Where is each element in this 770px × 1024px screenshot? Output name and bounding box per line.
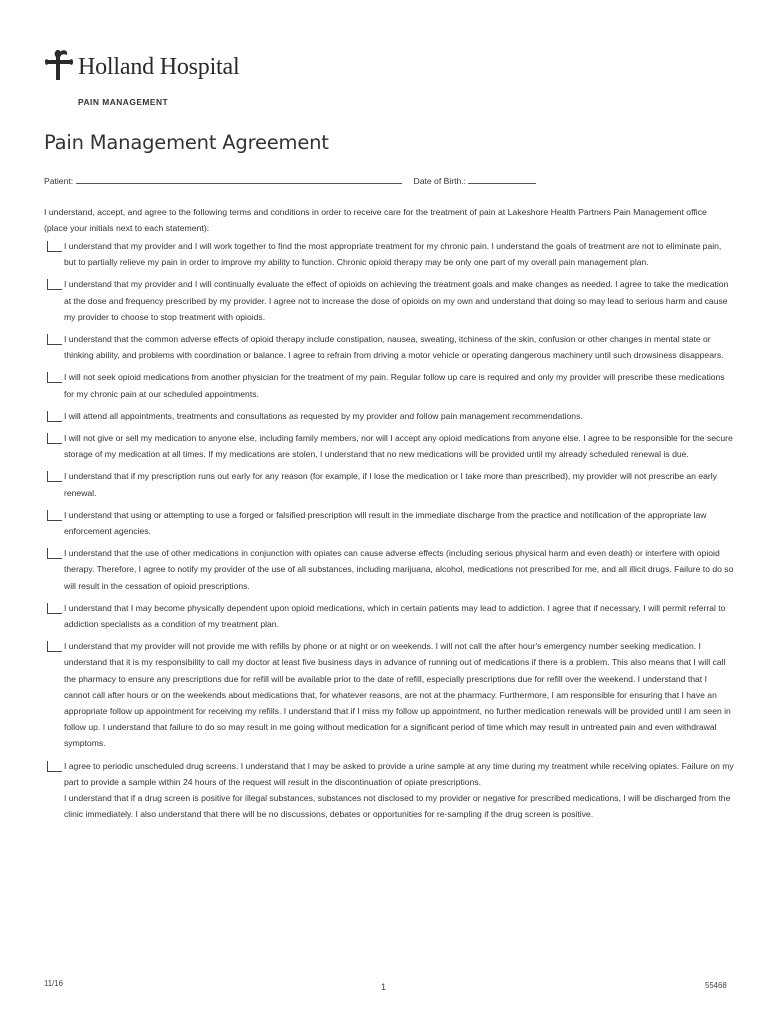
agreement-item — [44, 369, 734, 401]
agreement-text — [64, 276, 734, 325]
hospital-name: Holland Hospital — [78, 54, 240, 80]
patient-name-field[interactable] — [76, 174, 402, 184]
intro-paragraph: I understand, accept, and agree to the following terms and conditions in order to receive care for the treatment of pain at Lakeshore Health Partners Pain Management office (place your initials next to each statement): — [44, 207, 707, 233]
revision-date: 11/16 — [44, 979, 63, 988]
initials-field[interactable] — [47, 471, 62, 482]
agreement-text — [64, 430, 734, 462]
agreement-paragraph: I will attend all appointments, treatments and consultations as requested by my provider and follow pain management recommendations. — [64, 410, 583, 421]
patient-label: Patient: — [44, 176, 74, 186]
agreement-paragraph: I agree to periodic unscheduled drug screens. I understand that I may be asked to provide a urine sample at any time during my treatment while receiving opiates. Failure on my part to provide a sample within 24 hours of the request will result in the discontinuation of opiate prescriptions. — [64, 760, 734, 787]
initials-field[interactable] — [47, 761, 62, 772]
agreement-item — [44, 408, 734, 424]
agreement-item — [44, 758, 734, 823]
agreement-item — [44, 331, 734, 363]
agreement-paragraph: I understand that I may become physically dependent upon opioid medications, which in certain patients may lead to addiction. I agree that if necessary, I will permit referral to addiction specialists as a condition of my treatment plan. — [64, 602, 726, 630]
agreement-item — [44, 600, 734, 632]
agreement-text — [64, 331, 734, 363]
agreement-text — [64, 638, 734, 751]
patient-info-line — [44, 174, 536, 186]
form-number: 55468 — [705, 981, 727, 990]
agreement-text — [64, 408, 734, 424]
agreement-paragraph: I understand that the use of other medications in conjunction with opiates can cause adverse effects (including serious physical harm and even death) or interfere with opioid therapy. Therefore, I agree to notify my provider of the use of all substances, including marijuana, alcohol, medications not prescribed for me, and all illicit drugs. Failure to do so will result in the cessation of opioid prescriptions. — [64, 548, 734, 591]
cross-leaf-icon — [44, 48, 74, 82]
dob-field[interactable] — [468, 174, 536, 184]
initials-field[interactable] — [47, 279, 62, 290]
agreement-paragraph: I understand that my provider and I will continually evaluate the effect of opioids on achieving the treatment goals and make changes as needed. I agree to take the medication at the dose and frequency prescribed by my provider. I agree not to increase the dose of opioids on my own and understand that doing so may lead to serious harm and cause my provider to choose to stop treatment with opioids. — [64, 279, 729, 322]
initials-field[interactable] — [47, 372, 62, 383]
initials-field[interactable] — [47, 334, 62, 345]
agreement-text — [64, 369, 734, 401]
agreement-item — [44, 276, 734, 325]
agreement-text — [64, 468, 734, 500]
initials-field[interactable] — [47, 510, 62, 521]
agreement-paragraph: I understand that if my prescription runs out early for any reason (for example, if I lose the medication or I take more than prescribed), my provider will not prescribe an early renewal. — [64, 471, 717, 498]
agreement-paragraph: I understand that the common adverse effects of opioid therapy include constipation, nausea, sweating, itchiness of the skin, confusion or other changes in mental state or thinking ability, and problems with coordination or balance. I agree to refrain from driving a motor vehicle or operating dangerous machinery until such drowsiness disappears. — [64, 334, 724, 361]
initials-field[interactable] — [47, 548, 62, 559]
agreement-item — [44, 507, 734, 539]
initials-field[interactable] — [47, 433, 62, 444]
agreement-text — [64, 507, 734, 539]
agreement-item — [44, 638, 734, 751]
agreement-text — [64, 545, 734, 594]
agreement-paragraph: I understand that my provider and I will work together to find the most appropriate treatment for my chronic pain. I understand the goals of treatment are not to eliminate pain, but to partially relieve my pain in order to improve my ability to function. Chronic opioid therapy may be only one part of my overall pain management plan. — [64, 241, 722, 268]
initials-field[interactable] — [47, 411, 62, 422]
agreement-text — [64, 238, 734, 270]
initials-field[interactable] — [47, 603, 62, 614]
agreement-paragraph: I understand that if a drug screen is positive for illegal substances, substances not disclosed to my provider or negative for prescribed medications, I will be discharged from the clinic immediately. I also understand that there will be no discussions, debates or opportunities for re-sampling if the drug screen is positive. — [64, 793, 731, 820]
agreement-text — [64, 600, 734, 632]
agreement-paragraph: I will not seek opioid medications from another physician for the treatment of my pain. Regular follow up care is required and only my provider will prescribe these medications for my chronic pain at our scheduled appointments. — [64, 372, 725, 399]
agreement-paragraph: I understand that using or attempting to use a forged or falsified prescription will result in the immediate discharge from the practice and notification of the appropriate law enforcement agencies. — [64, 509, 707, 537]
page-title: Pain Management Agreement — [44, 131, 329, 154]
agreement-text — [64, 758, 734, 823]
agreement-item — [44, 545, 734, 594]
initials-field[interactable] — [47, 641, 62, 652]
agreement-list — [44, 238, 734, 829]
agreement-item — [44, 468, 734, 500]
agreement-item — [44, 430, 734, 462]
agreement-paragraph: I will not give or sell my medication to anyone else, including family members, nor will I accept any opioid medications from anyone else. I agree to be responsible for the secure storage of my medication at all times. If my medications are stolen, I understand that no new medications will be provided until my already scheduled renewal is due. — [64, 433, 733, 460]
agreement-item — [44, 238, 734, 270]
page-number: 1 — [381, 982, 387, 992]
agreement-paragraph: I understand that my provider will not provide me with refills by phone or at night or on weekends. I will not call the after hour's emergency number seeking medication. I understand that it is my responsibility to call my doctor at least five business days in advance of running out of medications if there is a problem. This also means that I will call the pharmacy to ensure any prescriptions due for refill will be available prior to the date of refill, especially prescriptions due for refill over the weekend. I understand that I cannot call after hours or on the weekends about medications that, for whatever reasons, are not at the pharmacy. Furthermore, I am responsible for ensuring that I have an appropriate follow up appointment for receiving my refills. I understand that if I miss my follow up appointment, no further medication renewals will be provided until I am seen in follow up. I understand that failure to do so may result in me going without medication for a significant period of time which may result in untreated pain and even withdrawal symptoms. — [64, 641, 731, 749]
initials-field[interactable] — [47, 241, 62, 252]
dob-label: Date of Birth.: — [413, 176, 467, 186]
department-label: PAIN MANAGEMENT — [78, 97, 169, 107]
